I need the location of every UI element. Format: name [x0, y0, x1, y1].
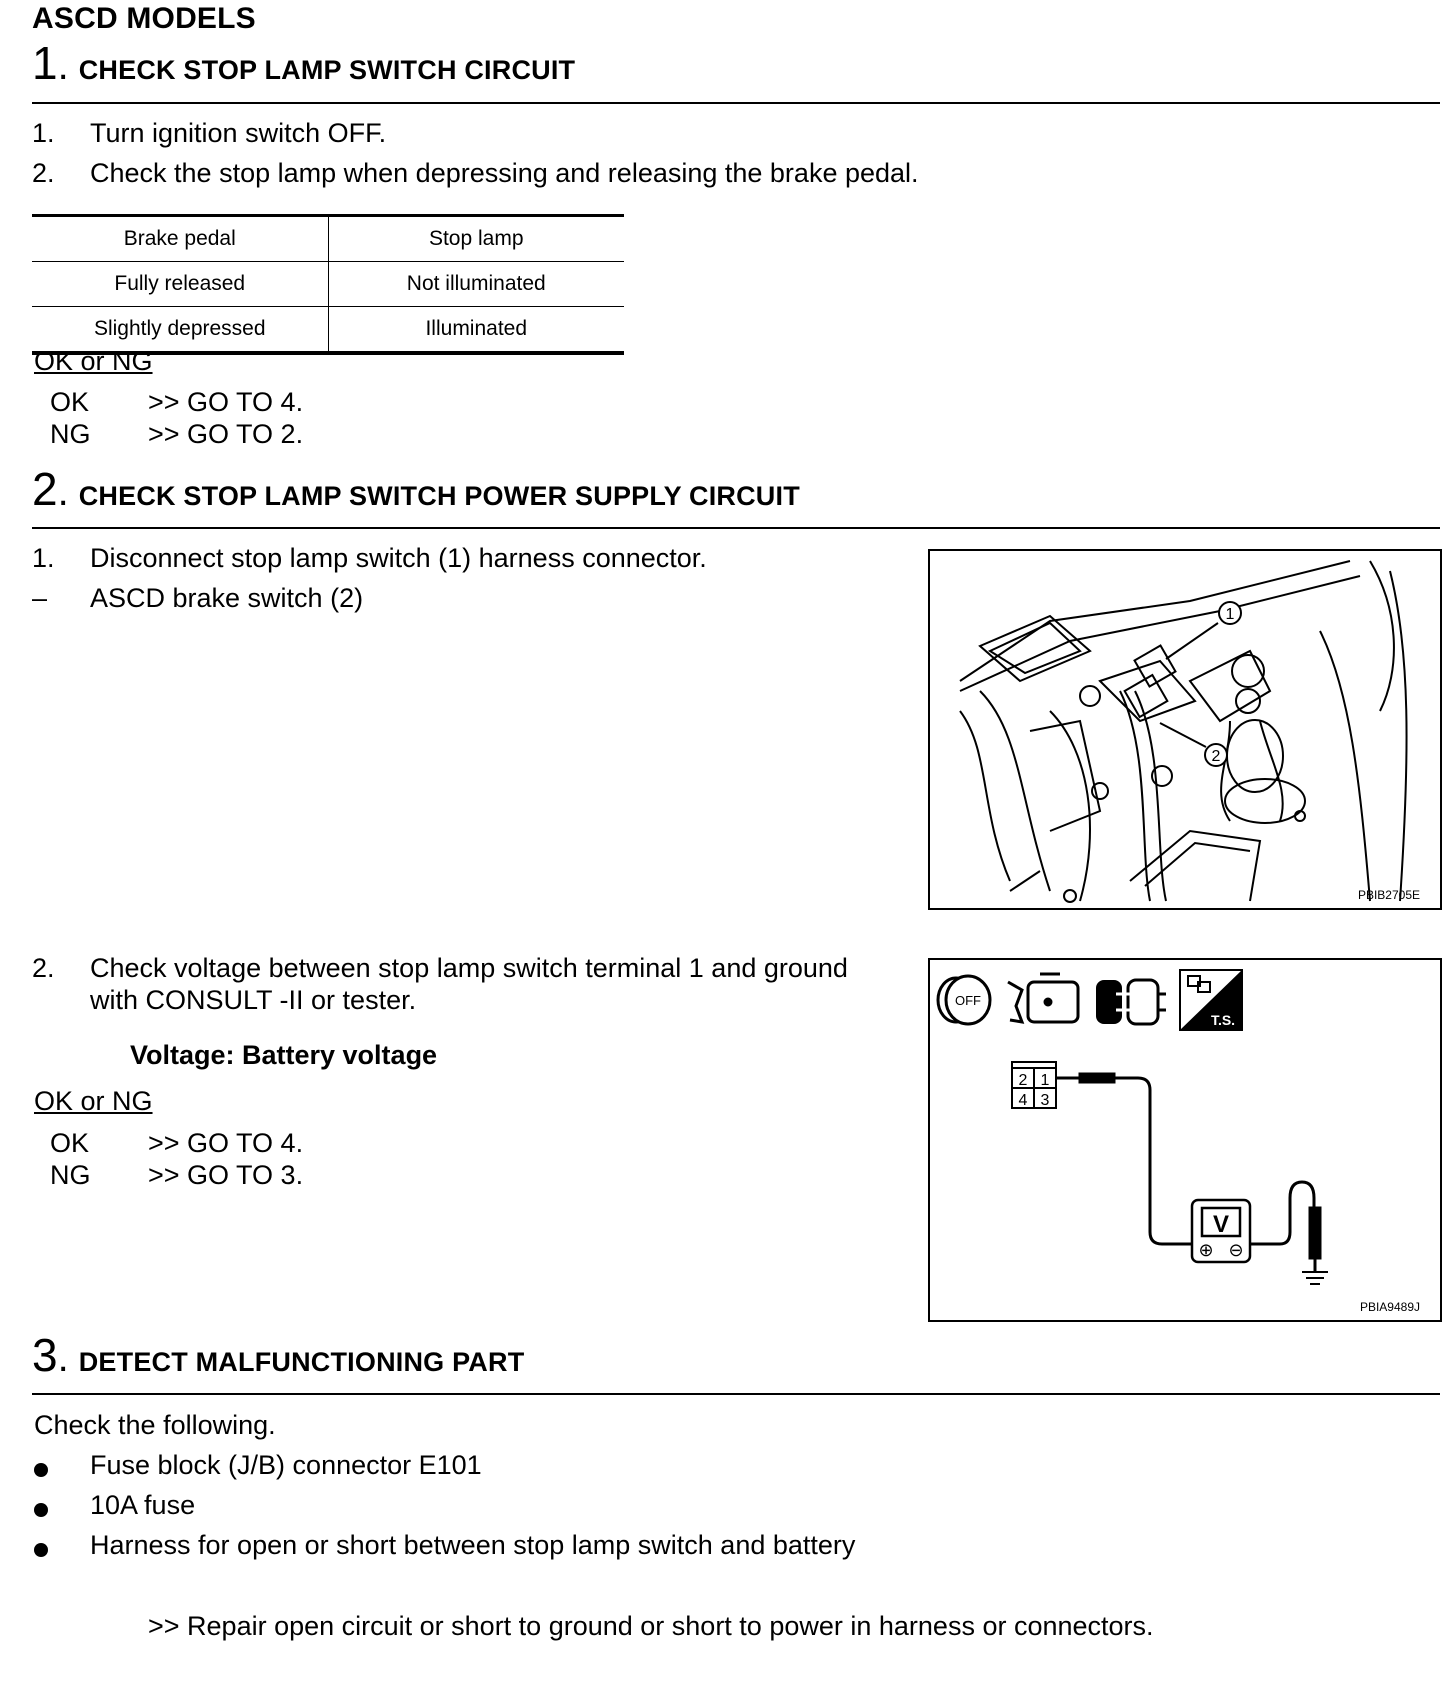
step-1-item-1: Turn ignition switch OFF.	[90, 118, 387, 148]
pedal-assembly-illustration	[930, 551, 1440, 908]
minus-terminal: ⊖	[1228, 1240, 1244, 1260]
table-cell: Fully released	[32, 262, 328, 307]
callout-2-label: 2	[1211, 748, 1221, 765]
voltage-check-diagram	[930, 960, 1440, 1320]
step-2-item-2-line2: with CONSULT -II or tester.	[90, 985, 417, 1015]
callout-1	[1219, 602, 1241, 624]
step-2-item-2-num: 2.	[32, 953, 55, 983]
step-2-item-1a: ASCD brake switch (2)	[90, 583, 364, 613]
table-header-brake-pedal: Brake pedal	[32, 216, 328, 262]
step-2-ok-ng-label: OK or NG	[34, 1086, 153, 1116]
step-3-bullet-3: Harness for open or short between stop lamp switch and battery	[90, 1530, 856, 1560]
step-2-item-1-num: 1.	[32, 543, 55, 573]
test-set-icon	[1180, 970, 1242, 1030]
step-1-ng-link[interactable]: >> GO TO 2.	[148, 419, 304, 449]
pin-1-label: 1	[1040, 1072, 1050, 1089]
step-2-ng-link[interactable]: >> GO TO 3.	[148, 1160, 304, 1190]
step-2-item-1: Disconnect stop lamp switch (1) harness connector.	[90, 543, 707, 573]
pin-4-label: 4	[1018, 1092, 1028, 1109]
step-2-title: CHECK STOP LAMP SWITCH POWER SUPPLY CIRCUIT	[78, 481, 800, 511]
ignition-off-icon	[938, 976, 990, 1024]
voltage-check-figure	[928, 958, 1442, 1322]
test-set-label: T.S.	[1210, 1012, 1236, 1028]
step-2-heading: 2 . CHECK STOP LAMP SWITCH POWER SUPPLY CIRCUIT	[32, 463, 800, 515]
step-1-ok-link[interactable]: >> GO TO 4.	[148, 387, 304, 417]
table-row	[32, 262, 624, 307]
pin-2-label: 2	[1018, 1072, 1028, 1089]
voltmeter-label: V	[1212, 1211, 1230, 1238]
step-1-item-1-num: 1.	[32, 118, 55, 148]
step-3-heading: 3 . DETECT MALFUNCTIONING PART	[32, 1329, 525, 1381]
step-1-item-2-num: 2.	[32, 158, 55, 188]
step-2-ok-link[interactable]: >> GO TO 4.	[148, 1128, 304, 1158]
bullet-icon	[34, 1543, 48, 1557]
pin-3-label: 3	[1040, 1092, 1050, 1109]
voltage-spec: Voltage: Battery voltage	[130, 1040, 438, 1070]
stop-lamp-switch-figure	[928, 549, 1442, 910]
step-2-ng-key: NG	[50, 1160, 91, 1190]
connector-icon	[1096, 980, 1166, 1024]
ignition-off-label: OFF	[955, 993, 981, 1008]
stop-lamp-table	[32, 214, 624, 355]
step-1-ok-ng-label: OK or NG	[34, 346, 153, 376]
step-2-number: 2	[32, 463, 58, 515]
bullet-icon	[34, 1463, 48, 1477]
step-1-ok-key: OK	[50, 387, 90, 417]
table-cell: Not illuminated	[328, 262, 624, 307]
table-cell: Slightly depressed	[32, 307, 328, 354]
step-1-ng-key: NG	[50, 419, 91, 449]
table-header-stop-lamp: Stop lamp	[428, 227, 524, 250]
callout-1-label: 1	[1225, 606, 1235, 623]
disconnect-icon	[1008, 974, 1078, 1022]
divider	[32, 1393, 1440, 1395]
step-3-bullet-2: 10A fuse	[90, 1490, 196, 1520]
step-2-ok-key: OK	[50, 1128, 90, 1158]
figure-1-code: PBIB2705E	[1357, 888, 1420, 902]
step-2-item-dash: –	[32, 583, 48, 613]
divider	[32, 102, 1440, 104]
callout-2	[1205, 744, 1227, 766]
table-cell: Illuminated	[328, 307, 624, 354]
step-2-item-2-line1: Check voltage between stop lamp switch terminal 1 and ground	[90, 953, 848, 983]
step-3-number: 3	[32, 1329, 58, 1381]
page-title: ASCD MODELS	[32, 2, 256, 35]
plus-terminal: ⊕	[1198, 1240, 1214, 1260]
step-1-item-2: Check the stop lamp when depressing and releasing the brake pedal.	[90, 158, 919, 188]
connector-block	[1012, 1062, 1056, 1109]
table-header-row	[32, 216, 624, 262]
step-1-heading: 1 . CHECK STOP LAMP SWITCH CIRCUIT	[32, 37, 576, 89]
step-3-action: >> Repair open circuit or short to ground or short to power in harness or connectors.	[148, 1611, 1154, 1641]
step-1-title: CHECK STOP LAMP SWITCH CIRCUIT	[78, 55, 576, 85]
voltmeter-icon	[1192, 1200, 1250, 1262]
divider	[32, 527, 1440, 529]
step-1-number: 1	[32, 37, 58, 89]
step-3-title: DETECT MALFUNCTIONING PART	[78, 1347, 525, 1377]
step-3-intro: Check the following.	[34, 1410, 276, 1440]
bullet-icon	[34, 1503, 48, 1517]
step-3-bullet-1: Fuse block (J/B) connector E101	[90, 1450, 482, 1480]
figure-2-code: PBIA9489J	[1359, 1300, 1420, 1314]
